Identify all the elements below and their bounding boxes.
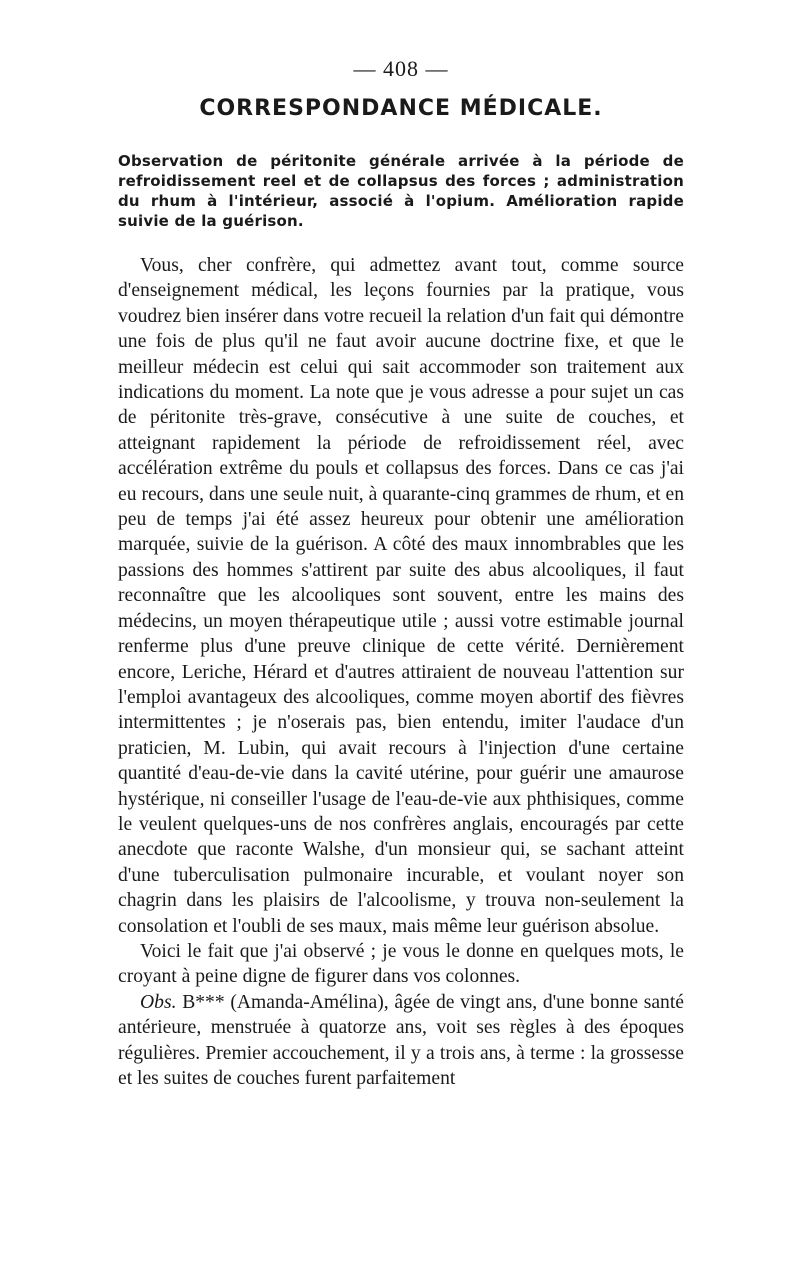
observation-label: Obs. (140, 991, 177, 1013)
article-summary: Observation de péritonite générale arrivée à la période de refroidissement reel et de collapsus des forces ; administration du rhum à l'intérieur, associé à l'opium. Amélioration rapide suivie de la guérison. (118, 152, 684, 230)
observation-text: B*** (Amanda-Amélina), âgée de vingt ans, d'une bonne santé antérieure, menstruée à quatorze ans, voit ses règles à des époques régulières. Premier accouchement, il y a trois ans, à terme : la grossesse et les suites de couches furent parfaitement (118, 991, 684, 1089)
paragraph-observed: Voici le fait que j'ai observé ; je vous le donne en quelques mots, le croyant à peine digne de figurer dans vos colonnes. (118, 940, 684, 988)
page-number: — 408 — (353, 56, 449, 81)
paragraph-intro: Vous, cher confrère, qui admettez avant tout, comme source d'enseignement médical, les leçons fournies par la pratique, vous voudrez bien insérer dans votre recueil la relation d'un fait qui démontre une fois de plus qu'il ne faut avoir aucune doctrine fixe, et que le meilleur médecin est celui qui sait accommoder son traitement aux indications du moment. La note que je vous adresse a pour sujet un cas de péritonite très-grave, consécutive à une suite de couches, et atteignant rapidement la période de refroidissement réel, avec accélération extrême du pouls et collapsus des forces. Dans ce cas j'ai eu recours, dans une seule nuit, à quarante-cinq grammes de rhum, et en peu de temps j'ai été assez heureux pour obtenir une amélioration marquée, suivie de la guérison. A côté des maux innombrables que les passions des hommes s'attirent par suite des abus alcooliques, il faut reconnaître que les alcooliques sont souvent, entre les mains des médecins, un moyen thérapeutique utile ; aussi votre estimable journal renferme plus d'une preuve clinique de cette vérité. Dernièrement encore, Leriche, Hérard et d'autres attiraient de nouveau l'attention sur l'emploi avantageux des alcooliques, comme moyen abortif des fièvres intermittentes ; je n'oserais pas, bien entendu, imiter l'audace d'un praticien, M. Lubin, qui avait recours à l'injection d'une certaine quantité d'eau-de-vie dans la cavité utérine, pour guérir une amaurose hystérique, ni conseiller l'usage de l'eau-de-vie aux phthisiques, comme le veulent quelques-uns de nos confrères anglais, encouragés par cette anecdote que raconte Walshe, d'un monsieur qui, se sachant atteint d'une tuberculisation pulmonaire incurable, et voulant noyer son chagrin dans les plaisirs de l'alcoolisme, y trouva non-seulement la consolation et l'oubli de ses maux, mais même leur guérison absolue. (118, 255, 684, 937)
book-page (118, 56, 684, 1091)
section-title: CORRESPONDANCE MÉDICALE. (199, 96, 603, 121)
paragraph-observation (118, 990, 684, 1092)
